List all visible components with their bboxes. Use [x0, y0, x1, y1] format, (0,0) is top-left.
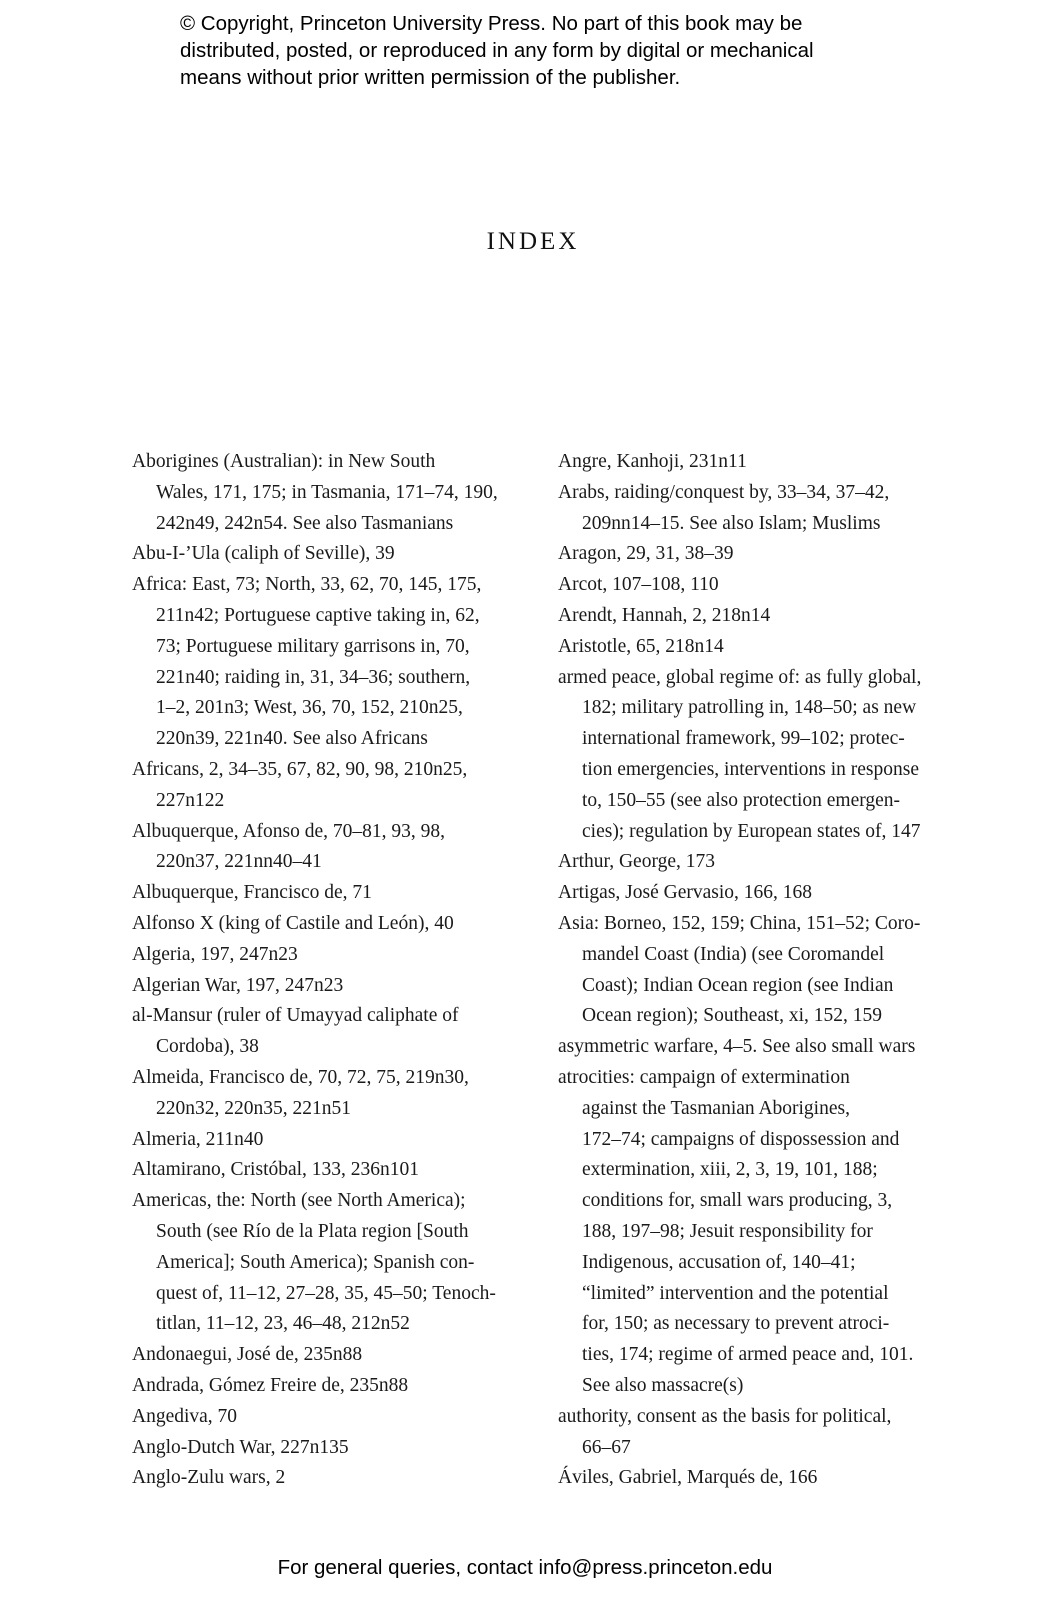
index-entry-line: 220n32, 220n35, 221n51	[156, 1097, 351, 1119]
index-entry-line: America]; South America); Spanish con-	[156, 1251, 475, 1273]
index-entry	[558, 478, 938, 540]
index-entry-line: Ocean region); Southeast, xi, 152, 159	[582, 1005, 883, 1027]
index-entry	[558, 1463, 938, 1494]
index-entry-line: Asia: Borneo, 152, 159; China, 151–52; Coro-	[558, 912, 921, 934]
index-entry-line: Americas, the: North (see North America);	[132, 1190, 466, 1212]
index-entry-line: Cordoba), 38	[156, 1036, 259, 1058]
copyright-line: distributed, posted, or reproduced in any form by digital or mechanical	[180, 39, 814, 62]
index-entry	[558, 847, 938, 878]
index-entry	[132, 1433, 512, 1464]
index-entry	[558, 632, 938, 663]
index-entry-line: mandel Coast (India) (see Coromandel	[582, 943, 885, 965]
index-entry-line: Africans, 2, 34–35, 67, 82, 90, 98, 210n25,	[132, 758, 468, 780]
index-entry-line: Artigas, José Gervasio, 166, 168	[558, 882, 813, 904]
index-entry-line: Andrada, Gómez Freire de, 235n88	[132, 1374, 409, 1396]
index-entry-line: Arthur, George, 173	[558, 851, 715, 873]
copyright-line: © Copyright, Princeton University Press. No part of this book may be	[180, 12, 803, 35]
index-entry-line: titlan, 11–12, 23, 46–48, 212n52	[156, 1313, 410, 1335]
index-entry-line: Albuquerque, Afonso de, 70–81, 93, 98,	[132, 820, 446, 842]
index-entry-line: atrocities: campaign of extermination	[558, 1066, 850, 1088]
index-entry-line: Arcot, 107–108, 110	[558, 574, 719, 596]
index-entry-line: for, 150; as necessary to prevent atroci-	[582, 1313, 890, 1335]
index-entry-line: al-Mansur (ruler of Umayyad caliphate of	[132, 1005, 459, 1027]
index-entry-line: 172–74; campaigns of dispossession and	[582, 1128, 900, 1150]
index-entry-line: to, 150–55 (see also protection emergen-	[582, 789, 901, 811]
index-entry-line: Aborigines (Australian): in New South	[132, 451, 436, 472]
index-entry-line: cies); regulation by European states of, 147	[582, 820, 921, 842]
index-entry-line: armed peace, global regime of: as fully global,	[558, 666, 922, 688]
index-entry	[558, 539, 938, 570]
index-entry	[132, 1463, 512, 1494]
index-entry-line: 182; military patrolling in, 148–50; as new	[582, 697, 917, 719]
index-entry-line: 220n39, 221n40. See also Africans	[156, 728, 428, 750]
index-entry	[132, 1155, 512, 1186]
index-entry	[558, 878, 938, 909]
index-entry	[558, 447, 938, 478]
index-entry	[132, 755, 512, 817]
index-entry-line: Algeria, 197, 247n23	[132, 943, 298, 965]
index-entry	[558, 601, 938, 632]
index-entry-line: 1–2, 201n3; West, 36, 70, 152, 210n25,	[156, 697, 463, 719]
index-entry-line: 66–67	[582, 1436, 631, 1458]
index-entry-line: extermination, xiii, 2, 3, 19, 101, 188;	[582, 1159, 878, 1181]
index-entry-line: Aragon, 29, 31, 38–39	[558, 543, 734, 565]
index-entry-line: Angediva, 70	[132, 1405, 238, 1427]
index-entry-line: Africa: East, 73; North, 33, 62, 70, 145, 175,	[132, 574, 482, 596]
index-entry-line: Alfonso X (king of Castile and León), 40	[132, 912, 454, 934]
index-entry	[132, 570, 512, 755]
index-entry-line: Áviles, Gabriel, Marqués de, 166	[558, 1467, 818, 1489]
index-entry-line: Algerian War, 197, 247n23	[132, 974, 344, 996]
index-entry-line: 73; Portuguese military garrisons in, 70,	[156, 635, 470, 657]
index-entry	[132, 940, 512, 971]
index-entry	[132, 909, 512, 940]
index-entry	[558, 663, 938, 848]
index-entry-line: international framework, 99–102; protec-	[582, 728, 905, 750]
index-entry-line: against the Tasmanian Aborigines,	[582, 1097, 850, 1119]
footer-contact: For general queries, contact info@press.princeton.edu	[277, 1556, 773, 1579]
index-entry	[132, 447, 512, 539]
index-entry-line: Altamirano, Cristóbal, 133, 236n101	[132, 1159, 420, 1181]
index-entry	[558, 1063, 938, 1402]
index-entry-line: 242n49, 242n54. See also Tasmanians	[156, 512, 454, 534]
index-entry	[132, 539, 512, 570]
index-entry-line: Arendt, Hannah, 2, 218n14	[558, 604, 771, 626]
index-entry-line: Coast); Indian Ocean region (see Indian	[582, 974, 894, 996]
index-entry-line: authority, consent as the basis for political,	[558, 1405, 892, 1427]
index-entry	[132, 1001, 512, 1063]
index-entry-line: asymmetric warfare, 4–5. See also small wars	[558, 1036, 916, 1058]
copyright-notice	[180, 10, 920, 91]
index-entry-line: 221n40; raiding in, 31, 34–36; southern,	[156, 666, 471, 688]
index-entry-line: See also massacre(s)	[582, 1374, 744, 1396]
index-entry	[558, 1402, 938, 1464]
copyright-line: means without prior written permission of the publisher.	[180, 66, 681, 89]
index-entry	[132, 1063, 512, 1125]
index-entry-line: ties, 174; regime of armed peace and, 101.	[582, 1344, 914, 1366]
index-entry	[132, 1186, 512, 1340]
index-entry-line: quest of, 11–12, 27–28, 35, 45–50; Tenoch-	[156, 1282, 496, 1304]
index-entry-line: Almeria, 211n40	[132, 1128, 264, 1150]
index-column-right	[558, 447, 938, 1494]
index-entry	[558, 570, 938, 601]
index-entry	[132, 1125, 512, 1156]
index-entry-line: “limited” intervention and the potential	[582, 1282, 889, 1304]
index-entry	[132, 1340, 512, 1371]
index-entry	[132, 878, 512, 909]
index-entry-line: Angre, Kanhoji, 231n11	[558, 451, 747, 472]
index-entry-line: Anglo-Zulu wars, 2	[132, 1467, 286, 1489]
index-entry	[132, 817, 512, 879]
index-entry-line: South (see Río de la Plata region [South	[156, 1220, 469, 1242]
index-entry-line: Indigenous, accusation of, 140–41;	[582, 1251, 856, 1273]
index-entry	[132, 971, 512, 1002]
index-entry	[558, 909, 938, 1032]
index-entry	[132, 1371, 512, 1402]
index-entry-line: Anglo-Dutch War, 227n135	[132, 1436, 349, 1458]
index-entry-line: Abu-I-’Ula (caliph of Seville), 39	[132, 543, 395, 565]
page-title: INDEX	[486, 228, 580, 255]
index-entry-line: Andonaegui, José de, 235n88	[132, 1344, 363, 1366]
index-entry-line: Albuquerque, Francisco de, 71	[132, 882, 372, 904]
index-entry-line: conditions for, small wars producing, 3,	[582, 1190, 893, 1212]
index-entry-line: 211n42; Portuguese captive taking in, 62,	[156, 604, 480, 626]
index-entry-line: 209nn14–15. See also Islam; Muslims	[582, 512, 881, 534]
index-column-left	[132, 447, 512, 1494]
index-entry-line: 220n37, 221nn40–41	[156, 851, 322, 873]
index-entry-line: Arabs, raiding/conquest by, 33–34, 37–42,	[558, 481, 890, 503]
index-entry	[132, 1402, 512, 1433]
index-entry-line: 227n122	[156, 789, 225, 811]
index-entry-line: 188, 197–98; Jesuit responsibility for	[582, 1220, 873, 1242]
index-entry-line: Aristotle, 65, 218n14	[558, 635, 724, 657]
index-entry-line: Wales, 171, 175; in Tasmania, 171–74, 190,	[156, 481, 498, 503]
index-entry	[558, 1032, 938, 1063]
index-entry-line: tion emergencies, interventions in response	[582, 758, 920, 780]
index-entry-line: Almeida, Francisco de, 70, 72, 75, 219n30,	[132, 1066, 469, 1088]
